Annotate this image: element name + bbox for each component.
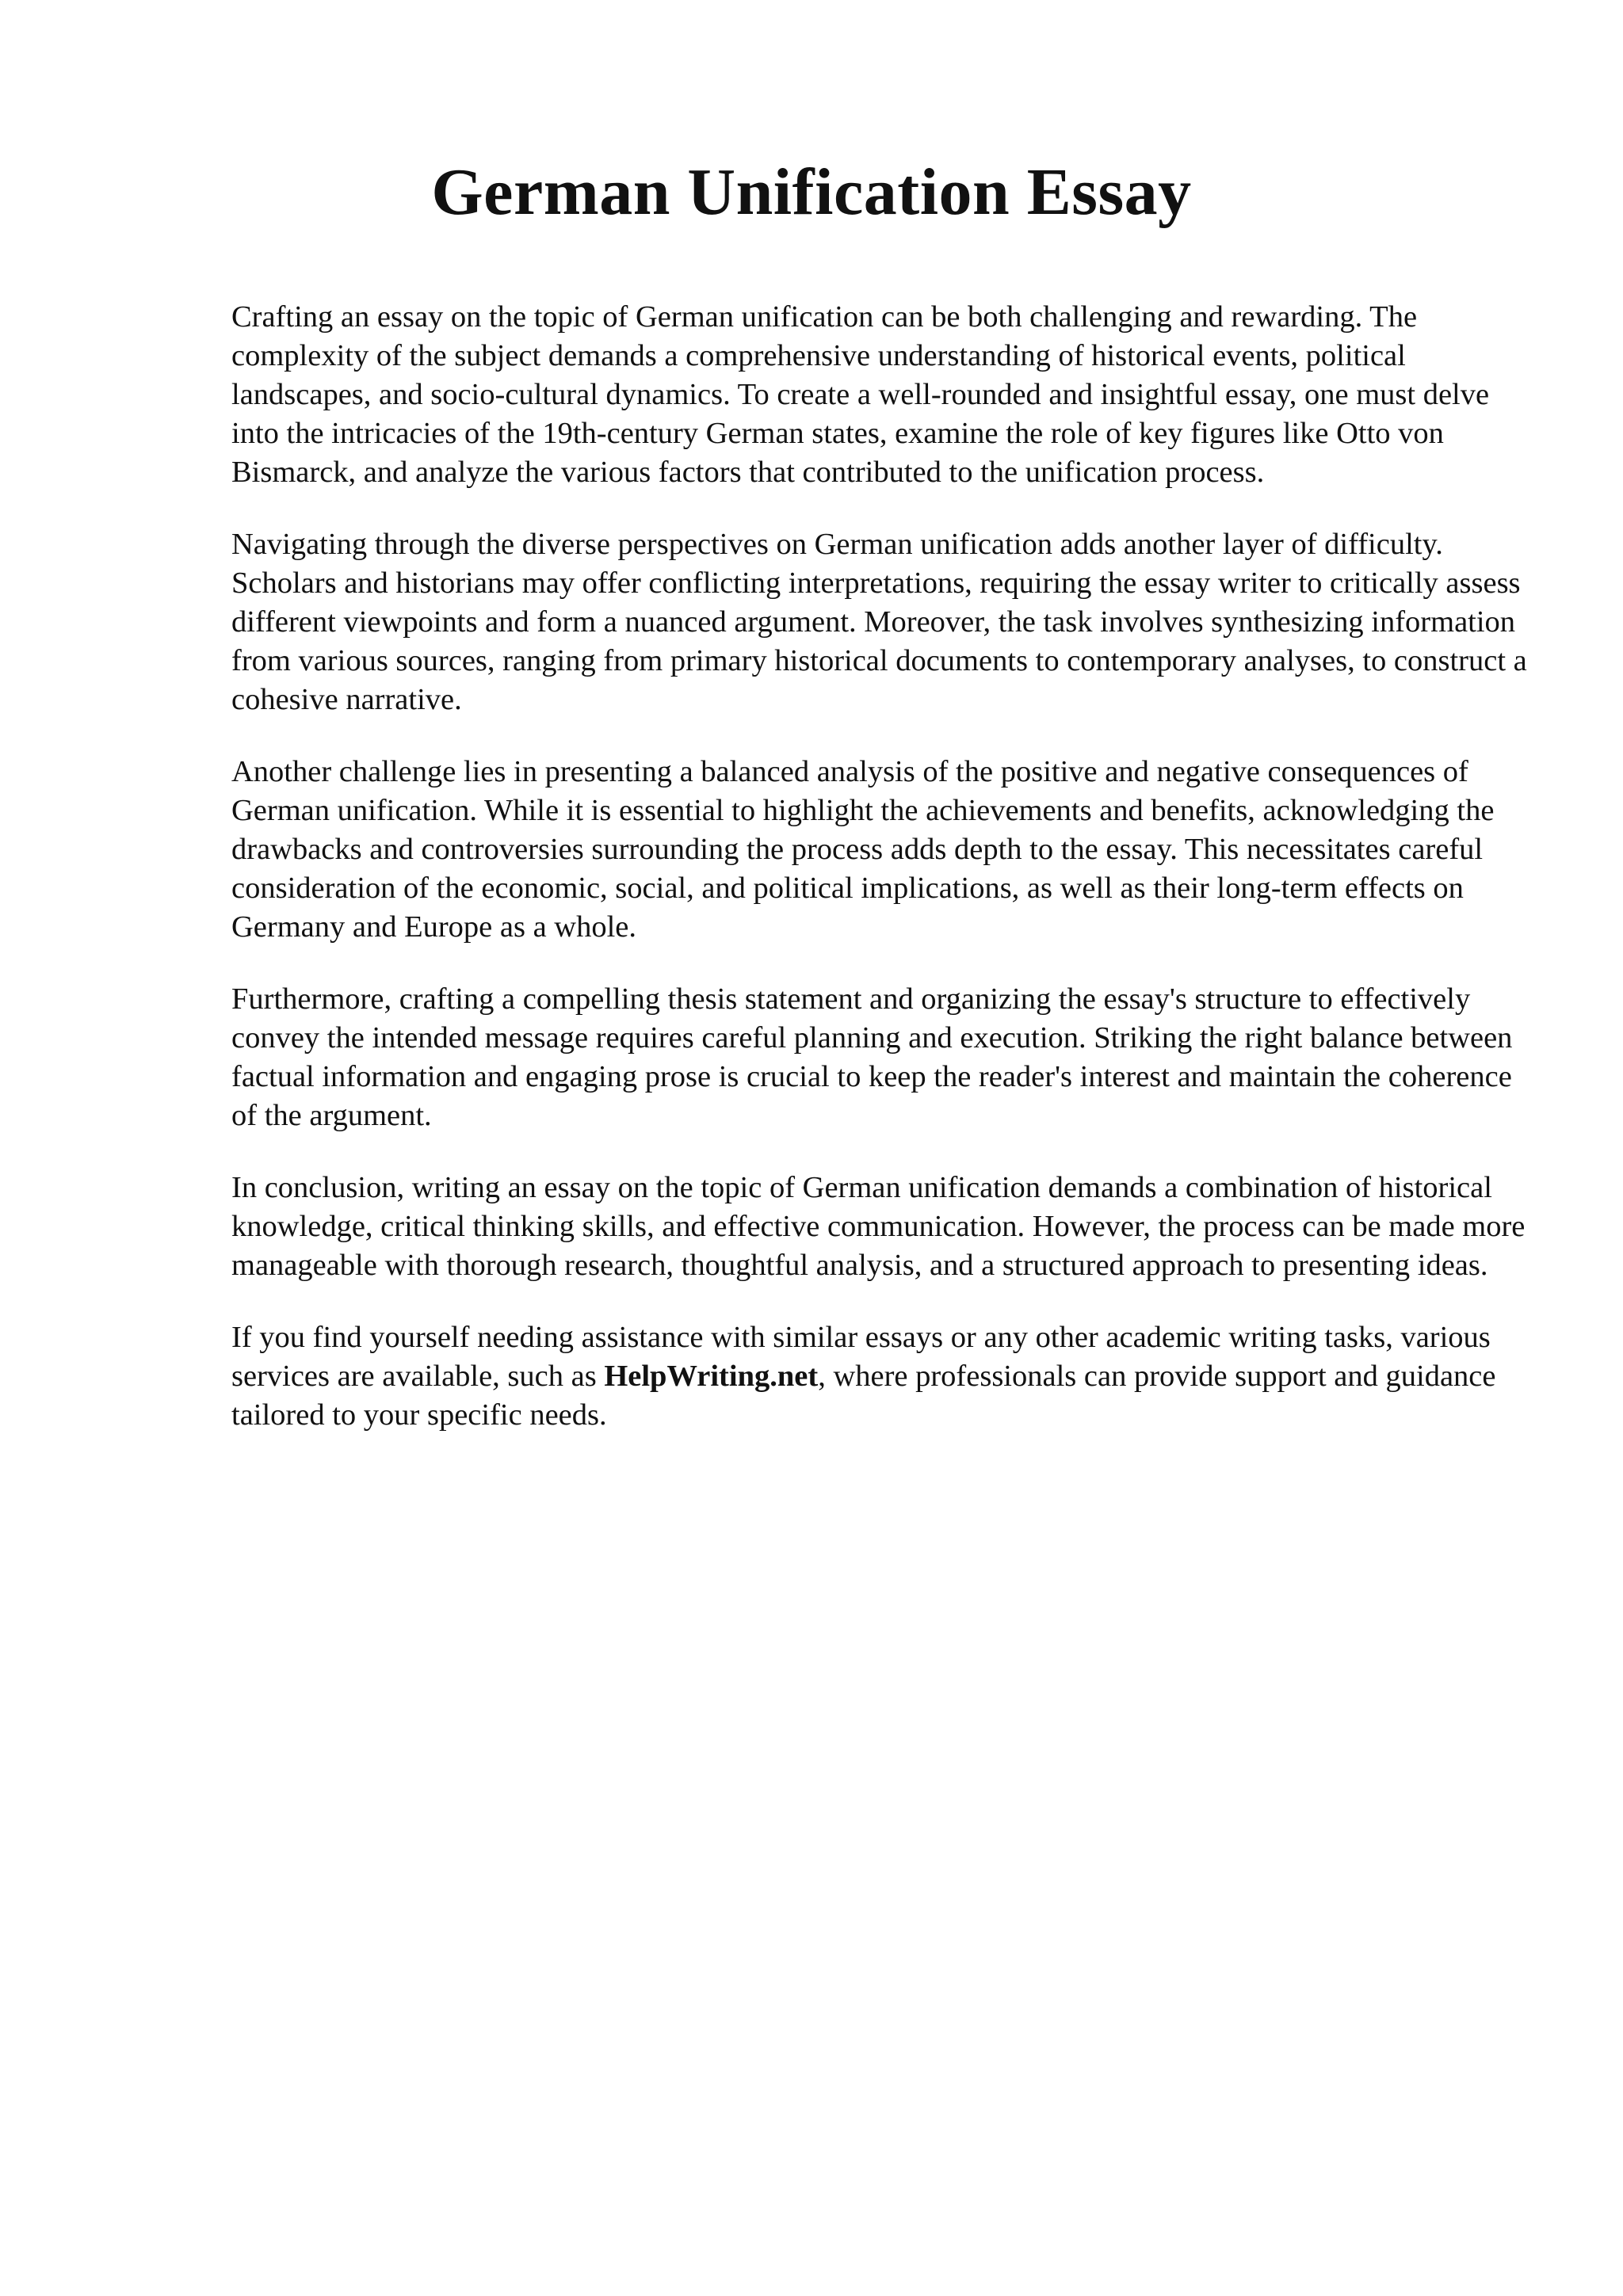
helpwriting-link[interactable]: HelpWriting.net: [604, 1360, 819, 1393]
paragraph-thesis: Furthermore, crafting a compelling thesis statement and organizing the essay's structure to effectively convey the intended message requires careful planning and execution. Striking the right balance between factual information and engaging prose is crucial to keep the reader's interest and maintain the coherence of the argument.: [231, 982, 1513, 1132]
paragraph-balanced-analysis: Another challenge lies in presenting a balanced analysis of the positive and negative consequences of German unification. While it is essential to highlight the achievements and benefits, acknowledging the drawbacks and controversies surrounding the process adds depth to the essay. This necessitates careful consideration of the economic, social, and political implications, as well as their long-term effects on Germany and Europe as a whole.: [231, 755, 1495, 944]
document-title: German Unification Essay: [431, 155, 1192, 229]
paragraph-intro: Crafting an essay on the topic of German unification can be both challenging and rewarding. The complexity of the subject demands a comprehensive understanding of historical events, political landscapes, and socio-cultural dynamics. To create a well-rounded and insightful essay, one must delve into the intricacies of the 19th-century German states, examine the role of key figures like Otto von Bismarck, and analyze the various factors that contributed to the unification process.: [231, 300, 1490, 489]
paragraph-perspectives: Navigating through the diverse perspectives on German unification adds another layer of difficulty. Scholars and historians may offer conflicting interpretations, requiring the essay writer to critically assess different viewpoints and form a nuanced argument. Moreover, the task involves synthesizing information from various sources, ranging from primary historical documents to contemporary analyses, to construct a cohesive narrative.: [231, 528, 1527, 716]
closing-text-after: , where professionals can provide support and guidance tailored to your specific needs.: [231, 1360, 1496, 1432]
closing-text-before: If you find yourself needing assistance with similar essays or any other academic writing tasks, various services are available, such as: [231, 1321, 1491, 1393]
essay-body: [231, 298, 1531, 1468]
paragraph-conclusion: In conclusion, writing an essay on the topic of German unification demands a combination of historical knowledge, critical thinking skills, and effective communication. However, the process can be made more manageable with thorough research, thoughtful analysis, and a structured approach to presenting ideas.: [231, 1171, 1526, 1282]
paragraph-closing: [231, 1318, 1531, 1435]
